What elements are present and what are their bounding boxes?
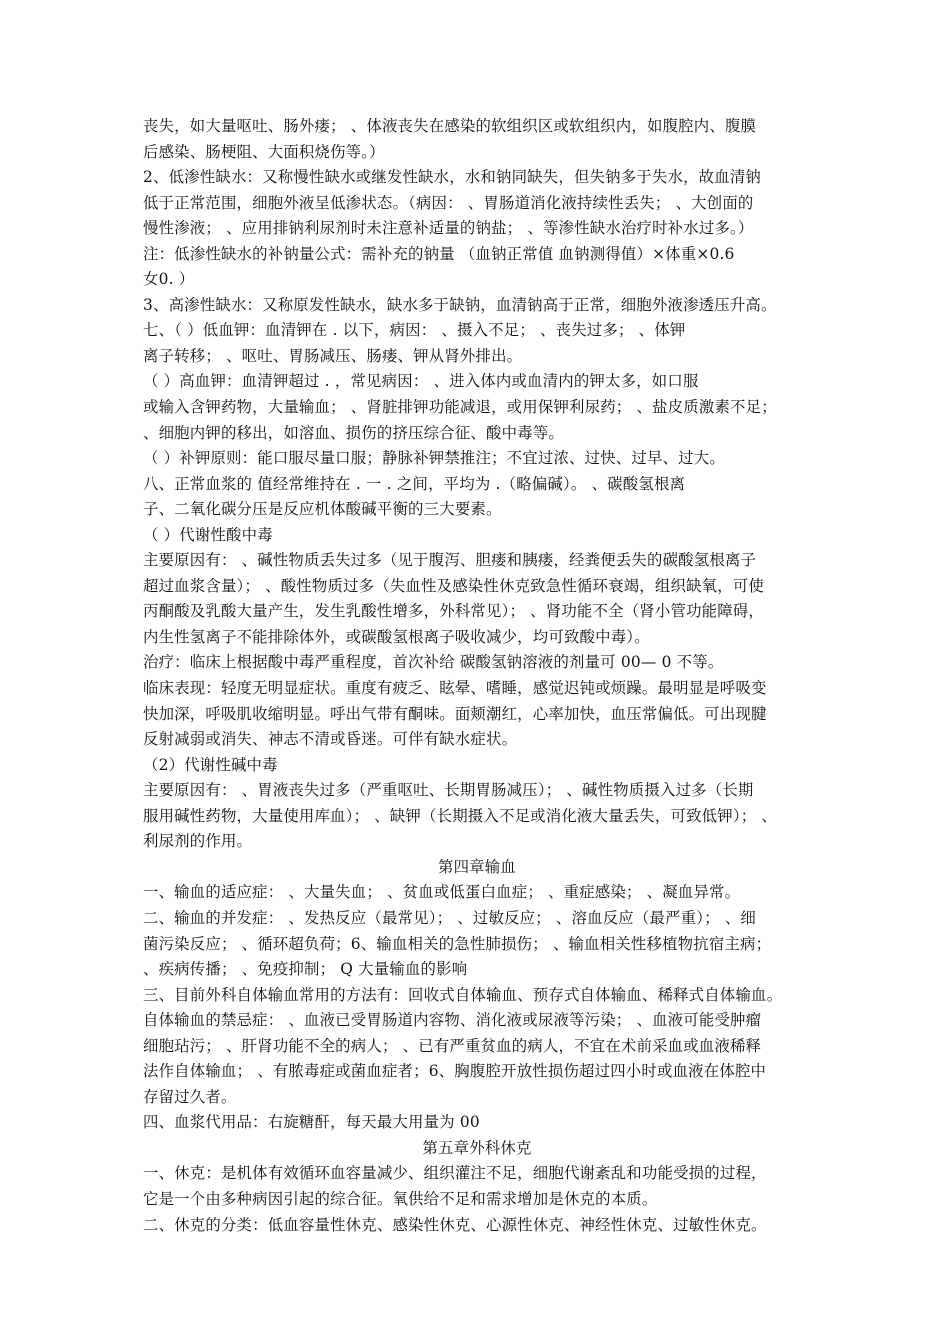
text-line: 细胞玷污； 、肝肾功能不全的病人； 、已有严重贫血的病人，不宜在术前采血或血液稀释 bbox=[143, 1036, 762, 1055]
text-line: 2、低渗性缺水：又称慢性缺水或继发性缺水，水和钠同缺失，但失钠多于失水，故血清钠 bbox=[143, 168, 762, 187]
text-line: 三、目前外科自体输血常用的方法有：回收式自体输血、预存式自体输血、稀释式自体输血。 bbox=[143, 985, 783, 1004]
text-line: 二、休克的分类：低血容量性休克、感染性休克、心源性休克、神经性休克、过敏性休克。 bbox=[143, 1215, 767, 1234]
text-line: 3、高渗性缺水：又称原发性缺水，缺水多于缺钠，血清钠高于正常，细胞外液渗透压升高。 bbox=[143, 295, 777, 314]
text-line: 后感染、肠梗阻、大面积烧伤等。） bbox=[143, 142, 385, 161]
text-line: 反射减弱或消失、神志不清或昏迷。可伴有缺水症状。 bbox=[143, 730, 518, 749]
text-line: 主要原因有： 、胃液丧失过多（严重呕吐、长期胃肠减压）； 、碱性物质摄入过多（长期 bbox=[143, 781, 754, 800]
text-line: 治疗：临床上根据酸中毒严重程度，首次补给 碳酸氢钠溶液的剂量可 00— 0 不等。 bbox=[143, 653, 724, 672]
text-line: 子、二氧化碳分压是反应机体酸碱平衡的三大要素。 bbox=[143, 500, 502, 519]
text-line: 离子转移； 、呕吐、胃肠减压、肠瘘、钾从肾外排出。 bbox=[143, 346, 523, 365]
text-line: 内生性氢离子不能排除体外，或碳酸氢根离子吸收减少，均可致酸中毒）。 bbox=[143, 627, 650, 646]
chapter-heading: 第四章输血 bbox=[438, 857, 516, 876]
text-line: 七、（ ）低血钾：血清钾在 . 以下，病因： 、摄入不足； 、丧失过多； 、体钾 bbox=[143, 321, 686, 340]
text-line: （ ）补钾原则：能口服尽量口服；静脉补钾禁推注；不宜过浓、过快、过早、过大。 bbox=[143, 449, 725, 468]
text-line: 二、输血的并发症： 、发热反应（最常见）； 、过敏反应； 、溶血反应（最严重）； 、细 bbox=[143, 908, 757, 927]
document-page bbox=[143, 114, 811, 1238]
text-line: 快加深，呼吸肌收缩明显。呼出气带有酮味。面颊潮红，心率加快，血压常偏低。可出现腱 bbox=[143, 704, 767, 723]
text-line: 服用碱性药物，大量使用库血）； 、缺钾（长期摄入不足或消化液大量丢失，可致低钾）； 、 bbox=[143, 806, 778, 825]
text-line: 存留过久者。 bbox=[143, 1087, 237, 1106]
text-line: 超过血浆含量）； 、酸性物质过多（失血性及感染性休克致急性循环衰竭，组织缺氧，可使 bbox=[143, 576, 765, 595]
text-line: 主要原因有： 、碱性物质丢失过多（见于腹泻、胆瘘和胰瘘，经粪便丢失的碳酸氢根离子 bbox=[143, 551, 757, 570]
text-line: （ ）高血钾：血清钾超过 . ，常见病因： 、进入体内或血清内的钾太多，如口服 bbox=[143, 372, 699, 391]
chapter-heading: 第五章外科休克 bbox=[422, 1138, 532, 1157]
text-line: 一、输血的适应症： 、大量失血； 、贫血或低蛋白血症； 、重症感染； 、凝血异常。 bbox=[143, 883, 741, 902]
text-line: 注：低渗性缺水的补钠量公式：需补充的钠量 （血钠正常值 血钠测得值）×体重×0.6 bbox=[143, 244, 735, 263]
text-line: 、疾病传播； 、免疫抑制； Q 大量输血的影响 bbox=[143, 960, 468, 979]
text-line: 它是一个由多种病因引起的综合征。氧供给不足和需求增加是休克的本质。 bbox=[143, 1189, 658, 1208]
text-line: 临床表现：轻度无明显症状。重度有疲乏、眩晕、嗜睡，感觉迟钝或烦躁。最明显是呼吸变 bbox=[143, 679, 767, 698]
text-line: 一、休克：是机体有效循环血容量减少、组织灌注不足，细胞代谢紊乱和功能受损的过程， bbox=[143, 1164, 767, 1183]
text-line: 、细胞内钾的移出，如溶血、损伤的挤压综合征、酸中毒等。 bbox=[143, 423, 564, 442]
text-line: 四、血浆代用品：右旋糖酐，每天最大用量为 00 bbox=[143, 1113, 480, 1132]
text-line: 法作自体输血； 、有脓毒症或菌血症者；6、胸腹腔开放性损伤超过四小时或血液在体腔中 bbox=[143, 1062, 767, 1081]
text-line: 利尿剂的作用。 bbox=[143, 832, 253, 851]
text-line: 菌污染反应； 、循环超负荷；6、输血相关的急性肺损伤； 、输血相关性移植物抗宿主病； bbox=[143, 934, 772, 953]
text-line: 丙酮酸及乳酸大量产生，发生乳酸性增多，外科常见）； 、肾功能不全（肾小管功能障碍， bbox=[143, 602, 765, 621]
text-line: 或输入含钾药物，大量输血； 、肾脏排钾功能减退，或用保钾利尿药； 、盐皮质激素不足； bbox=[143, 398, 777, 417]
text-line: 丧失，如大量呕吐、肠外瘘； 、体液丧失在感染的软组织区或软组织内，如腹腔内、腹膜 bbox=[143, 117, 757, 135]
text-line: 低于正常范围，细胞外液呈低渗状态。（病因： 、胃肠道消化液持续性丢失； 、大创面的 bbox=[143, 193, 754, 212]
text-line: 慢性渗液； 、应用排钠利尿剂时未注意补适量的钠盐； 、等渗性缺水治疗时补水过多。） bbox=[143, 219, 754, 238]
text-line: 八、正常血浆的 值经常维持在 . 一 . 之间，平均为 .（略偏碱）。 、碳酸氢根离 bbox=[143, 474, 686, 493]
text-line: （ ）代谢性酸中毒 bbox=[143, 525, 273, 544]
text-line: （2）代谢性碱中毒 bbox=[143, 755, 278, 774]
text-line: 女0. ） bbox=[143, 270, 195, 289]
text-line: 自体输血的禁忌症： 、血液已受胃肠道内容物、消化液或尿液等污染； 、血液可能受肿瘤 bbox=[143, 1011, 762, 1030]
